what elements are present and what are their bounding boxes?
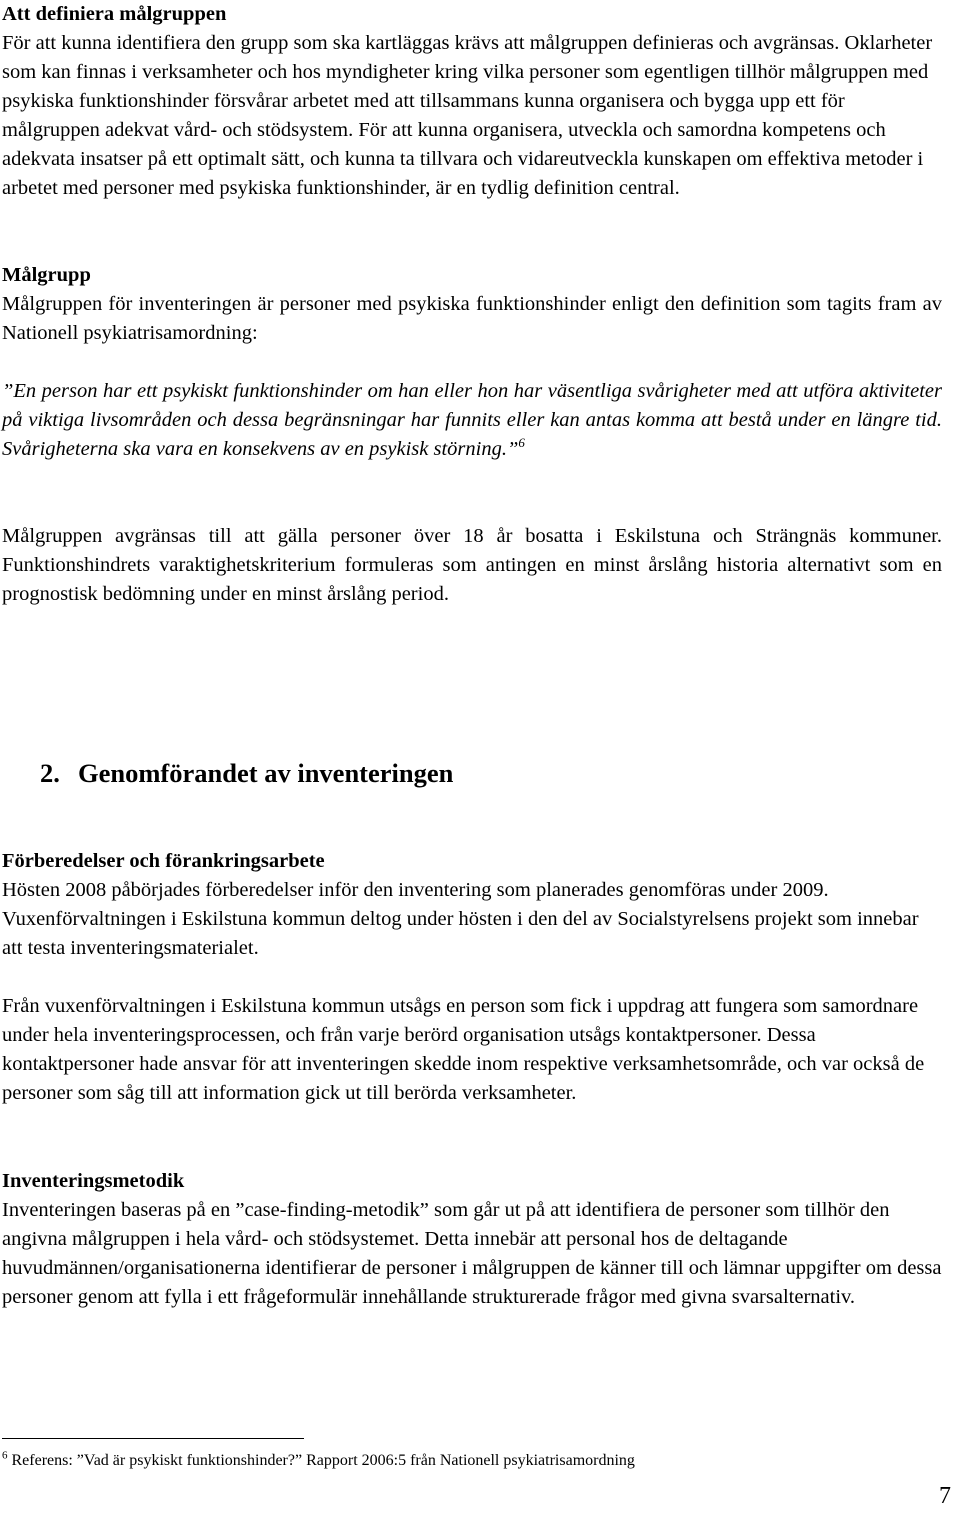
quote-footnote-ref: 6 (518, 435, 525, 451)
section-forberedelser (2, 847, 942, 963)
footnote (2, 1449, 942, 1473)
heading-forberedelser: Förberedelser och förankringsarbete (2, 850, 325, 872)
section-metodik (2, 1167, 942, 1312)
section-definiera (2, 0, 942, 203)
page-number: 7 (939, 1483, 951, 1509)
paragraph-samordnare: Från vuxenförvaltningen i Eskilstuna kommun utsågs en person som fick i uppdrag att fungera som samordnare under hela inventeringsprocessen, och från varje berörd organisation utsågs kontaktpersoner. Dessa kontaktpersoner hade ansvar för att inventeringen skedde inom respektive verksamhetsområde, och var också de personer som såg till att information gick ut till berörda verksamheter. (2, 995, 925, 1104)
heading-malgrupp: Målgrupp (2, 264, 91, 286)
paragraph-malgrupp-avgransning: Målgruppen avgränsas till att gälla personer över 18 år bosatta i Eskilstuna och Strängnäs kommuner. Funktionshindrets varaktighetskriterium formuleras som antingen en minst årslång historia alternativt som en prognostisk bedömning under en minst årslång period. (2, 525, 942, 605)
heading-att-definiera: Att definiera målgruppen (2, 3, 227, 25)
heading-inventeringsmetodik: Inventeringsmetodik (2, 1170, 185, 1192)
chapter-number: 2. (40, 758, 60, 788)
chapter-heading (40, 753, 453, 793)
chapter-title: Genomförandet av inventeringen (78, 758, 454, 788)
footnote-text: Referens: ”Vad är psykiskt funktionshinder?” Rapport 2006:5 från Nationell psykiatrisamordning (11, 1452, 635, 1469)
section-malgrupp-avgransning (2, 522, 942, 609)
paragraph-malgrupp-definition: Målgruppen för inventeringen är personer med psykiska funktionshinder enligt den definition som tagits fram av Nationell psykiatrisamordning: (2, 293, 942, 344)
quote-text: ”En person har ett psykiskt funktionshinder om han eller hon har väsentliga svårigheter med att utföra aktiviteter på viktiga livsområden och dessa begränsningar har funnits eller kan antas komma att bestå under en längre tid. Svårigheterna ska vara en konsekvens av en psykisk störning.” (2, 380, 942, 460)
footnote-divider (2, 1438, 304, 1439)
paragraph-definiera: För att kunna identifiera den grupp som ska kartläggas krävs att målgruppen definieras och avgränsas. Oklarheter som kan finnas i verksamheter och hos myndigheter kring vilka personer som egentligen tillhör målgruppen med psykiska funktionshinder försvårar arbetet med att tillsammans kunna organisera och bygga upp ett för målgruppen adekvat vård- och stödsystem. För att kunna organisera, utveckla och samordna kompetens och adekvata insatser på ett optimalt sätt, och kunna ta tillvara och vidareutveckla kunskapen om effektiva metoder i arbetet med personer med psykiska funktionshinder, är en tydlig definition central. (2, 32, 933, 199)
paragraph-metodik: Inventeringen baseras på en ”case-finding-metodik” som går ut på att identifiera de personer som tillhör den angivna målgruppen i hela vård- och stödsystemet. Detta innebär att personal hos de deltagande huvudmännen/organisationerna identifierar de personer i målgruppen de känner till och lämnar uppgifter om dessa personer genom att fylla i ett frågeformulär innehållande strukturerade frågor med givna svarsalternativ. (2, 1199, 942, 1308)
section-malgrupp (2, 261, 942, 348)
section-samordnare (2, 992, 942, 1108)
paragraph-forberedelser: Hösten 2008 påbörjades förberedelser inför den inventering som planerades genomföras under 2009. Vuxenförvaltningen i Eskilstuna kommun deltog under hösten i den del av Socialstyrelsens projekt som innebar att testa inventeringsmaterialet. (2, 879, 919, 959)
quote-block (2, 377, 942, 464)
footnote-marker: 6 (2, 1449, 8, 1462)
